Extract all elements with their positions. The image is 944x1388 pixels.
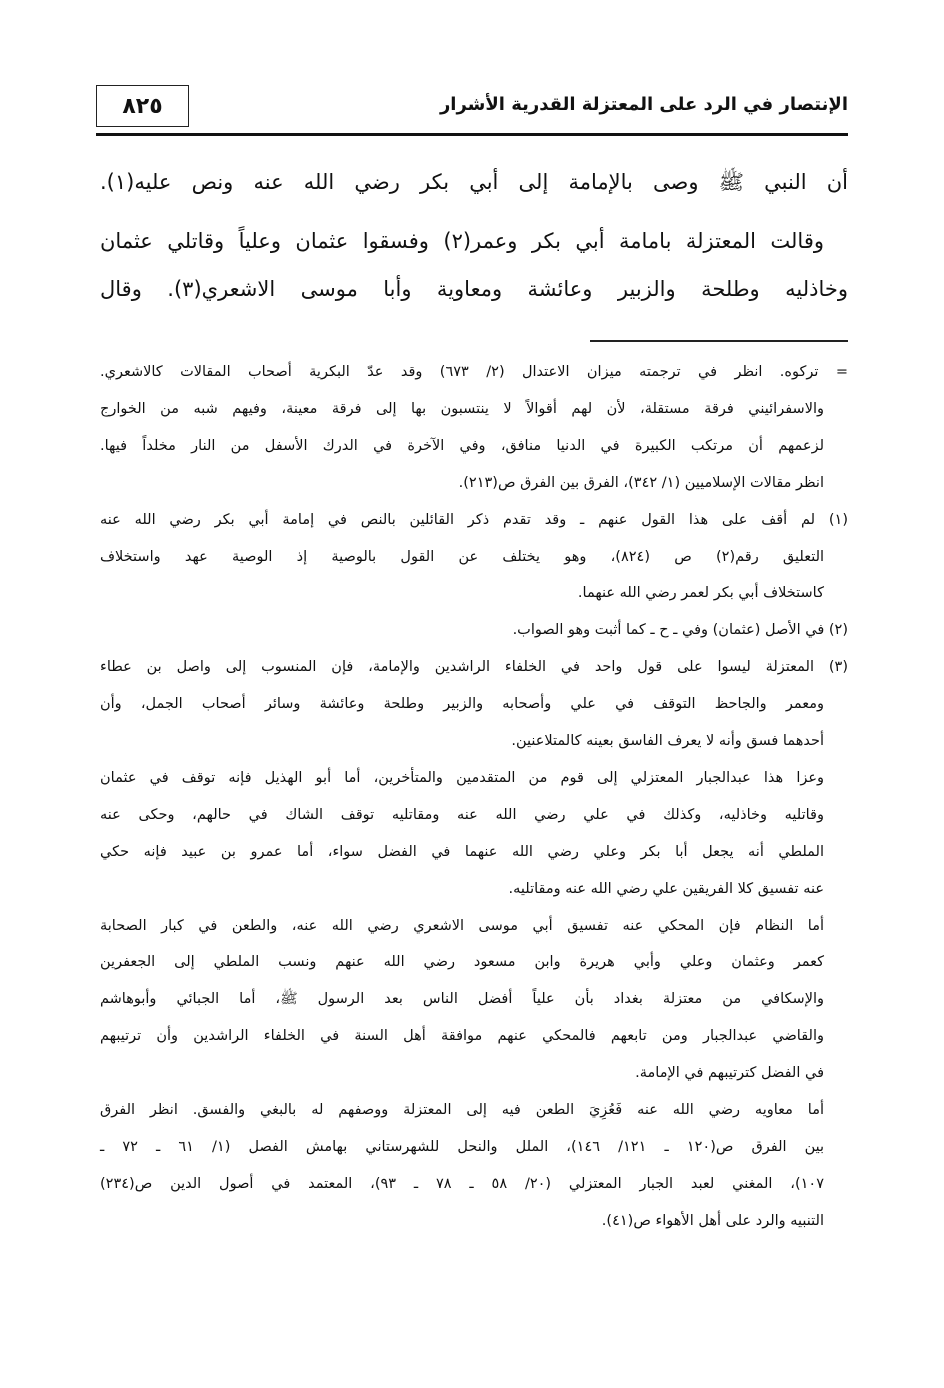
footnote-line: في الفضل كترتيبهم في الإمامة.: [635, 1065, 824, 1082]
footnote-line: والإسكافي من معتزلة بغداد بأن علياً أفضل الناس بعد الرسول ﷺ، أما الجبائي وأبوهاشم: [100, 991, 824, 1008]
footnote-separator: [590, 340, 848, 342]
footnote-line: التنبيه والرد على أهل الأهواء ص(٤١).: [601, 1212, 824, 1229]
footnote-line: بين الفرق ص(١٢٠ ـ ١٢١/ ١٤٦)، الملل والنحل للشهرستاني بهامش الفصل (١/ ٦١ ـ ٧٢ ـ: [100, 1138, 825, 1155]
footnote-line: لزعمهم أن مرتكب الكبيرة في الدنيا منافق، وفي الآخرة في الدرك الأسفل من النار مخلداً فيها.: [100, 437, 824, 454]
footnote-line: عنه تفسيق كلا الفريقين علي رضي الله عنه ومقاتليه.: [508, 880, 824, 897]
footnote-line: وعزا هذا عبدالجبار المعتزلي إلى قوم من المتقدمين والمتأخرين، أما أبو الهذيل فإنه توقف في عثمان: [100, 769, 824, 786]
footnote-line: = تركوه. انظر في ترجمته ميزان الاعتدال (٢/ ٦٧٣) وقد عدّ البكرية أصحاب المقالات كالاشعري.: [100, 364, 848, 380]
footnote-line: أما النظام فإن المحكي عنه تفسيق أبي موسى الاشعري رضي الله عنه، والطعن في كبار الصحابة: [100, 917, 824, 934]
main-text-line: أن النبي ﷺ وصى بالإمامة إلى أبي بكر رضي الله عنه ونص عليه(١).: [100, 170, 848, 194]
footnote-line: وقاتليه وخاذليه، وكذلك في علي رضي الله عنه ومقاتليه توقف الشاك في حالهم، وحكى عنه: [100, 806, 824, 823]
header-rule: [96, 133, 848, 136]
footnote-line: أما معاويه رضي الله عنه فَعُزِيَ الطعن فيه إلى المعتزلة ووصفهم له بالبغي والفسق. انظر الفرق: [100, 1102, 824, 1118]
footnote-line: (١) لم أقف على هذا القول عنهم ـ وقد تقدم ذكر القائلين بالنص في إمامة أبي بكر رضي الله عنه: [100, 511, 848, 528]
footnote-line: انظر مقالات الإسلاميين (١/ ٣٤٢)، الفرق بين الفرق ص(٢١٣).: [458, 474, 824, 491]
footnote-line: كاستخلاف أبي بكر لعمر رضي الله عنهما.: [577, 585, 824, 602]
footnote-line: الملطي أنه يجعل أبا بكر وعلي رضي الله عنهما في الفضل سواء، أما عمرو بن عبيد فإنه حكي: [100, 843, 824, 860]
main-text-line: وقالت المعتزلة بامامة أبي بكر وعمر(٢) وفسقوا عثمان وعلياً وقاتلي عثمان: [100, 229, 825, 253]
running-title: الإنتصار في الرد على المعتزلة القدرية الأشرار: [439, 94, 848, 115]
footnote-line: ١٠٧)، المغني لعبد الجبار المعتزلي (٢٠/ ٥٨ ـ ٧٨ ـ ٩٣)، المعتمد في أصول الدين ص(٢٣٤): [100, 1175, 824, 1192]
footnote-line: (٢) في الأصل (عثمان) وفي ـ ح ـ كما أثبت وهو الصواب.: [512, 622, 848, 639]
footnote-line: (٣) المعتزلة ليسوا على قول واحد في الخلفاء الراشدين والإمامة، فإن المنسوب إلى واصل بن عطاء: [100, 659, 848, 676]
page-number: ٨٢٥: [96, 85, 189, 127]
footnote-line: أحدهما فسق وأنه لا يعرف الفاسق بعينه كالمتلاعنين.: [511, 733, 824, 749]
footnote-line: والقاضي عبدالجبار ومن تابعهم فالمحكي عنهم موافقة أهل السنة في الخلفاء الراشدين وأن ترتيبهم: [100, 1028, 824, 1045]
footnote-line: ومعمر والجاحظ التوقف في علي وأصحابه والزبير وطلحة وعائشة وسائر أصحاب الجمل، وأن: [100, 696, 824, 713]
footnote-line: والاسفرائيني فرقة مستقلة، لأن لهم أقوالاً لا ينتسبون بها إلى فرقة معينة، وفيهم شبه من الخوارج: [100, 400, 824, 417]
footnote-line: كعمر وعثمان وعلي وأبي هريرة وابن مسعود رضي الله عنهم ونسب الملطي إلى الجعفرين: [100, 954, 824, 971]
main-text-line: وخاذليه وطلحة والزبير وعائشة ومعاوية وأبا موسى الاشعري(٣). وقال: [100, 277, 848, 301]
footnote-line: التعليق رقم(٢) ص (٨٢٤)، وهو يختلف عن القول بالوصية إذ الوصية عهد واستخلاف: [100, 548, 825, 565]
